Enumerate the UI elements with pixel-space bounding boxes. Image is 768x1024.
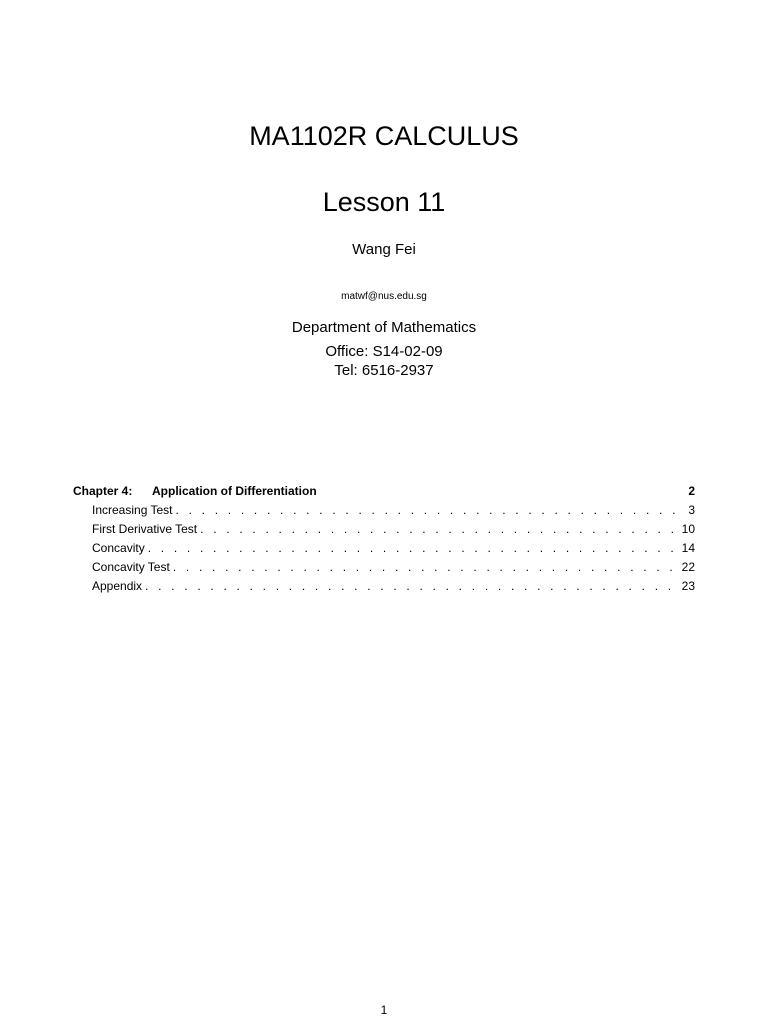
table-of-contents — [73, 482, 695, 596]
toc-entry-concavity-test[interactable] — [73, 558, 695, 577]
page-number: 1 — [380, 1003, 388, 1017]
toc-leader-dots — [200, 520, 678, 539]
toc-entry-increasing-test[interactable] — [73, 501, 695, 520]
toc-chapter[interactable] — [73, 482, 695, 501]
toc-leader-dots — [173, 558, 678, 577]
toc-chapter-page: 2 — [688, 484, 695, 498]
toc-entry-title: Concavity Test — [92, 560, 170, 574]
author-email: matwf@nus.edu.sg — [341, 291, 427, 302]
toc-entry-page: 10 — [681, 522, 695, 536]
toc-entry-title: Increasing Test — [92, 503, 173, 517]
toc-entry-title: Concavity — [92, 541, 145, 555]
toc-entry-concavity[interactable] — [73, 539, 695, 558]
toc-leader-dots — [176, 501, 679, 520]
author-name: Wang Fei — [352, 241, 416, 258]
toc-entry-title: First Derivative Test — [92, 522, 198, 536]
toc-entry-page: 23 — [681, 579, 695, 593]
toc-entry-title: Appendix — [92, 579, 143, 593]
toc-leader-dots — [145, 577, 678, 596]
toc-chapter-number: Chapter 4: — [73, 484, 133, 498]
lesson-title: Lesson 11 — [322, 187, 446, 217]
course-title: MA1102R CALCULUS — [249, 121, 519, 151]
toc-leader-dots — [148, 539, 678, 558]
toc-entry-page: 22 — [681, 560, 695, 574]
toc-chapter-title: Application of Differentiation — [152, 484, 317, 498]
department: Department of Mathematics — [291, 319, 477, 336]
toc-entry-page: 14 — [681, 541, 695, 555]
telephone: Tel: 6516-2937 — [334, 362, 434, 379]
toc-entry-appendix[interactable] — [73, 577, 695, 596]
office-location: Office: S14-02-09 — [325, 343, 443, 360]
toc-entry-first-derivative-test[interactable] — [73, 520, 695, 539]
toc-entry-page: 3 — [688, 503, 695, 517]
